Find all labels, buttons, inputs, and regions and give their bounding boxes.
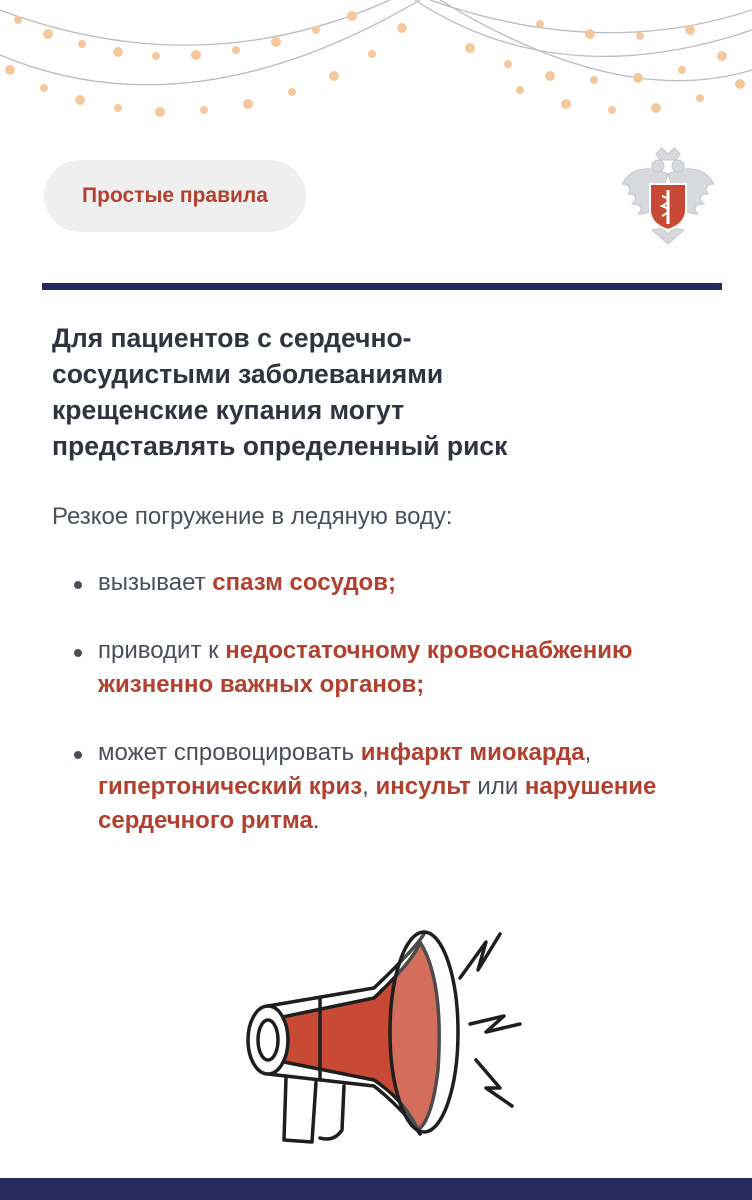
title-line: Для пациентов с сердечно-: [52, 323, 412, 353]
category-badge: [44, 160, 306, 232]
point-highlight: спазм сосудов;: [212, 569, 396, 596]
point-text: приводит к: [98, 637, 226, 664]
title-line: сосудистыми заболеваниями: [52, 359, 444, 389]
point-text: вызывает: [98, 569, 213, 596]
point-text: ,: [584, 739, 592, 766]
point-highlight: гипертонический криз: [98, 773, 363, 800]
category-badge-label: Простые правила: [82, 184, 268, 207]
point-highlight: инсульт: [375, 773, 471, 800]
medical-eagle-emblem-icon: [618, 144, 718, 250]
point-text: или: [470, 773, 525, 800]
list-item: [74, 566, 674, 600]
page-title: [52, 320, 712, 464]
title-line: представлять определенный риск: [52, 431, 508, 461]
title-line: крещенские купания могут: [52, 395, 405, 425]
list-item: [74, 634, 674, 702]
intro-text: Резкое погружение в ледяную воду:: [52, 503, 453, 530]
risk-list: [74, 566, 674, 872]
divider-top: [42, 283, 722, 290]
point-highlight: инфаркт миокарда: [360, 739, 585, 766]
point-text: может спровоцировать: [98, 739, 361, 766]
point-highlight: нарушение сердечного ритма: [98, 773, 657, 834]
megaphone-icon: [224, 920, 534, 1160]
divider-bottom: [0, 1178, 752, 1200]
garland-decoration: [0, 0, 752, 150]
point-text: .: [312, 807, 320, 834]
point-highlight: недостаточному кровоснабжению жизненно важных органов;: [98, 637, 633, 698]
point-text: ,: [362, 773, 376, 800]
list-item: [74, 736, 674, 838]
